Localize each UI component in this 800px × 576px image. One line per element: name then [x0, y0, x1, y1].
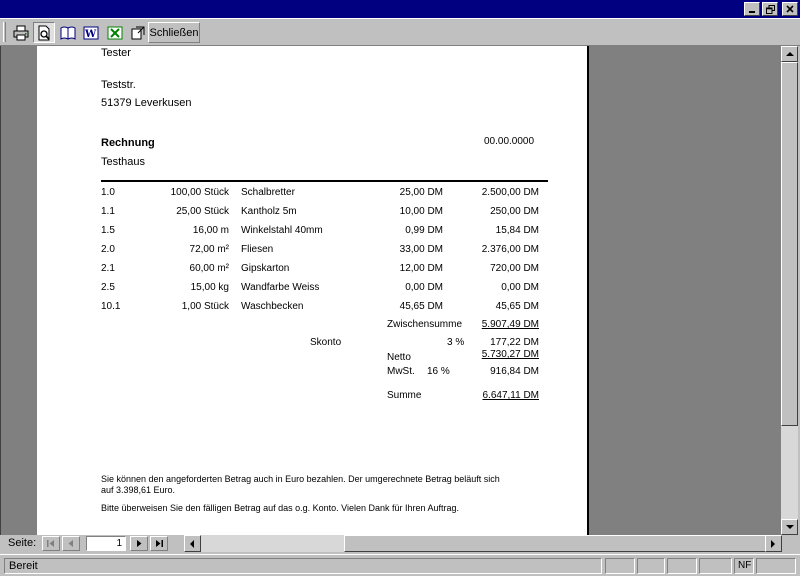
item-quantity: 1,00 Stück — [181, 301, 229, 312]
item-unit-price: 12,00 DM — [399, 263, 443, 274]
header-divider — [101, 180, 548, 182]
analyze-excel-button[interactable] — [104, 22, 126, 43]
scroll-left-button[interactable] — [184, 535, 201, 552]
toolbar — [0, 18, 800, 46]
status-cell-4 — [699, 558, 732, 574]
close-icon[interactable] — [782, 2, 798, 16]
toolbar-grip[interactable] — [3, 22, 6, 42]
next-page-icon — [136, 540, 142, 547]
item-unit-price: 25,00 DM — [399, 187, 443, 198]
skonto-label: Skonto — [310, 337, 342, 348]
status-cell-3 — [667, 558, 697, 574]
item-position: 10.1 — [101, 301, 121, 312]
minimize-icon[interactable] — [744, 2, 760, 16]
item-unit-price: 33,00 DM — [399, 244, 443, 255]
previous-page-icon — [68, 540, 74, 547]
excel-icon — [107, 25, 123, 41]
item-unit-price: 0,99 DM — [405, 225, 443, 236]
item-position: 1.0 — [101, 187, 115, 198]
item-position: 1.5 — [101, 225, 115, 236]
restore-icon[interactable] — [762, 2, 778, 16]
item-description: Schalbretter — [241, 187, 295, 198]
subtotal-label: Zwischensumme — [387, 319, 463, 330]
item-quantity: 25,00 Stück — [176, 206, 229, 217]
item-total: 2.500,00 DM — [481, 187, 539, 198]
item-position: 2.0 — [101, 244, 115, 255]
publish-word-button[interactable] — [80, 22, 102, 43]
page-preview-button[interactable] — [33, 22, 55, 43]
first-page-icon — [47, 540, 56, 547]
item-total: 2.376,00 DM — [481, 244, 539, 255]
project-name: Testhaus — [101, 156, 146, 168]
page-background — [591, 46, 781, 535]
horizontal-scroll-thumb[interactable] — [344, 535, 776, 552]
vertical-scrollbar[interactable] — [781, 46, 798, 535]
item-position: 1.1 — [101, 206, 115, 217]
item-position: 2.5 — [101, 282, 115, 293]
item-total: 720,00 DM — [490, 263, 539, 274]
item-description: Gipskarton — [241, 263, 290, 274]
close-button-label: Schließen — [149, 26, 199, 39]
sum-value: 6.647,11 DM — [482, 390, 539, 401]
window-controls — [744, 2, 798, 16]
page-preview-icon — [36, 25, 52, 41]
vat-label: MwSt. — [387, 366, 415, 377]
netto-value: 5.730,27 DM — [481, 349, 539, 360]
printer-icon — [13, 25, 29, 41]
item-description: Waschbecken — [241, 301, 304, 312]
status-nf: NF — [734, 558, 754, 574]
arrow-right-icon — [771, 540, 776, 548]
vertical-scroll-thumb[interactable] — [781, 62, 798, 426]
next-page-button[interactable] — [130, 536, 148, 551]
item-description: Fliesen — [241, 244, 274, 255]
print-button[interactable] — [10, 22, 32, 43]
scroll-down-button[interactable] — [781, 519, 798, 535]
recipient-name: Tester — [101, 47, 131, 59]
page-label: Seite: — [8, 537, 37, 549]
item-position: 2.1 — [101, 263, 115, 274]
transfer-note: Bitte überweisen Sie den fälligen Betrag auf das o.g. Konto. Vielen Dank für Ihren Auftrag. — [101, 503, 460, 513]
last-page-icon — [155, 540, 164, 547]
page-number-input[interactable]: 1 — [86, 536, 126, 551]
title-bar — [0, 0, 800, 18]
report-workspace[interactable] — [0, 46, 781, 535]
recipient-street: Teststr. — [101, 79, 136, 91]
horizontal-scrollbar[interactable] — [184, 535, 782, 552]
item-total: 250,00 DM — [490, 206, 539, 217]
recipient-city: 51379 Leverkusen — [101, 97, 192, 109]
word-icon — [83, 25, 99, 41]
arrow-up-icon — [786, 52, 794, 57]
item-total: 0,00 DM — [501, 282, 539, 293]
item-total: 45,65 DM — [495, 301, 539, 312]
scroll-up-button[interactable] — [781, 46, 798, 62]
subtotal-value: 5.907,49 DM — [481, 319, 539, 330]
item-description: Winkelstahl 40mm — [241, 225, 323, 236]
item-quantity: 60,00 m² — [189, 263, 229, 274]
sum-label: Summe — [387, 390, 422, 401]
office-links-icon — [130, 25, 146, 41]
navigation-bar — [0, 535, 800, 552]
item-quantity: 100,00 Stück — [170, 187, 229, 198]
euro-note-line1: Sie können den angeforderten Betrag auch in Euro bezahlen. Der umgerechnete Betrag beläuft sich — [101, 474, 500, 484]
item-unit-price: 45,65 DM — [399, 301, 443, 312]
status-cell-6 — [756, 558, 796, 574]
netto-label: Netto — [387, 352, 411, 363]
arrow-down-icon — [786, 525, 794, 530]
last-page-button[interactable] — [150, 536, 168, 551]
previous-page-button[interactable] — [62, 536, 80, 551]
arrow-left-icon — [190, 540, 195, 548]
book-icon — [60, 25, 76, 41]
status-cell-2 — [637, 558, 665, 574]
office-links-button[interactable] — [127, 22, 149, 43]
item-quantity: 72,00 m² — [189, 244, 229, 255]
svg-text:W: W — [85, 28, 97, 40]
status-text: Bereit — [4, 558, 602, 574]
vat-percent: 16 % — [427, 366, 450, 377]
item-quantity: 15,00 kg — [190, 282, 229, 293]
item-unit-price: 0,00 DM — [405, 282, 443, 293]
invoice-date: 00.00.0000 — [484, 136, 535, 147]
report-page — [37, 46, 589, 535]
skonto-value: 177,22 DM — [490, 337, 539, 348]
item-unit-price: 10,00 DM — [399, 206, 443, 217]
status-bar — [0, 554, 800, 576]
euro-note-line2: auf 3.398,61 Euro. — [101, 485, 176, 495]
item-description: Kantholz 5m — [241, 206, 297, 217]
item-quantity: 16,00 m — [192, 225, 229, 236]
item-total: 15,84 DM — [495, 225, 539, 236]
two-pages-button[interactable] — [57, 22, 79, 43]
status-cell-1 — [605, 558, 635, 574]
vat-value: 916,84 DM — [490, 366, 539, 377]
first-page-button[interactable] — [42, 536, 60, 551]
item-description: Wandfarbe Weiss — [241, 282, 320, 293]
skonto-percent: 3 % — [447, 337, 465, 348]
close-button[interactable] — [148, 22, 200, 43]
scroll-right-button[interactable] — [765, 535, 782, 552]
invoice-title: Rechnung — [101, 137, 155, 149]
